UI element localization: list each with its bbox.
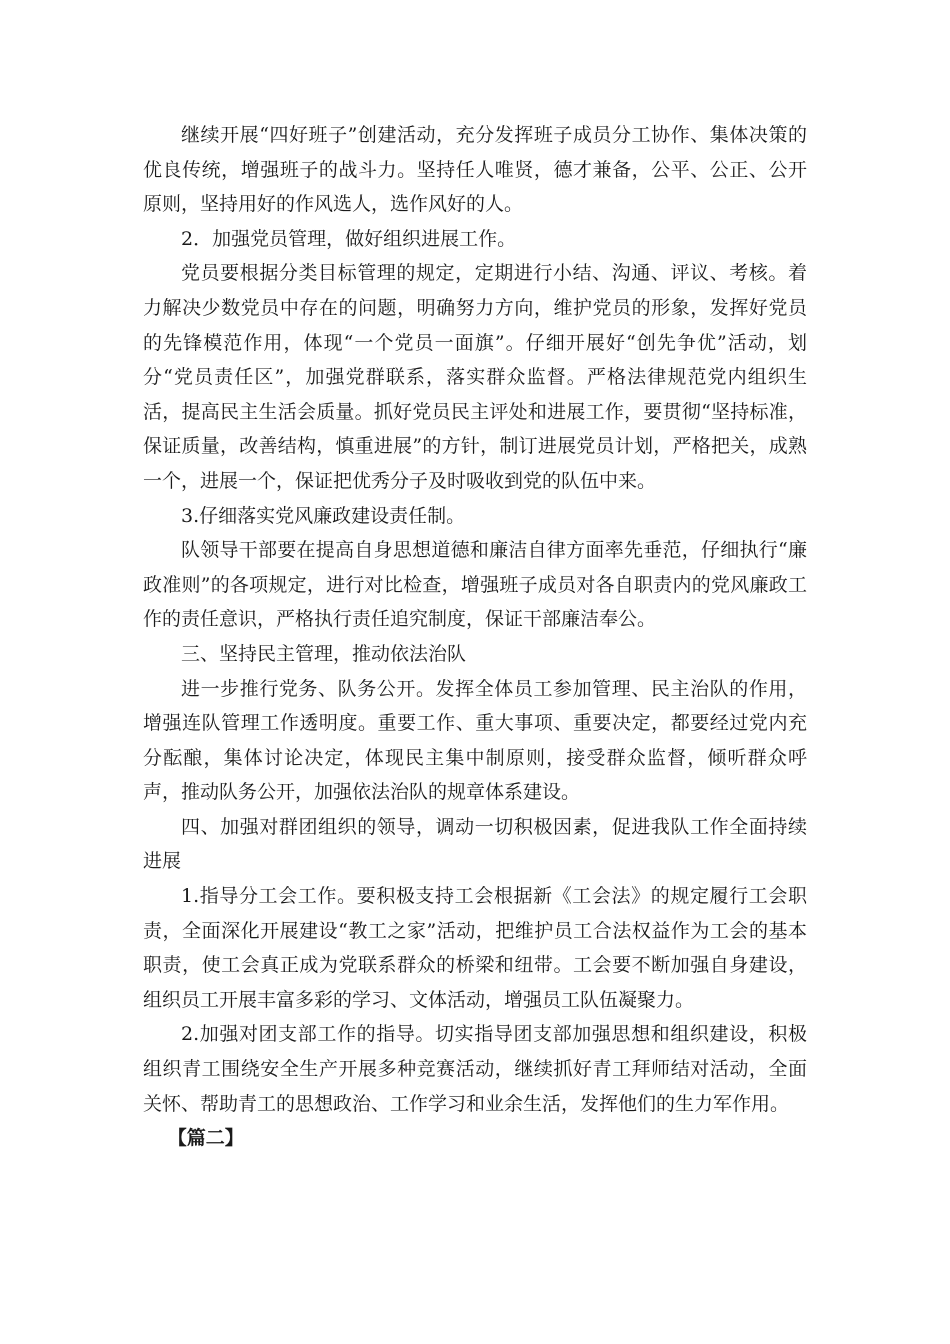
heading-integrity-responsibility: 3.仔细落实党风廉政建设责任制。 [181,504,466,527]
heading-party-member-management: 2．加强党员管理，做好组织进展工作。 [181,227,517,250]
paragraph-integrity-responsibility: 队领导干部要在提高自身思想道德和廉洁自律方面率先垂范，仔细执行“廉政准则”的各项规定，进行对比检查，增强班子成员对各自职责内的党风廉政工作的责任意识，严格执行责任追究制度，保证干部廉洁奉公。 [143,539,807,631]
paragraph-four-good-teams: 继续开展“四好班子”创建活动，充分发挥班子成员分工协作、集体决策的优良传统，增强班子的战斗力。坚持任人唯贤，德才兼备，公平、公正、公开原则，坚持用好的作风选人，选作风好的人。 [143,124,807,216]
paragraph-trade-union: 1.指导分工会工作。要积极支持工会根据新《工会法》的规定履行工会职责，全面深化开展建设“教工之家”活动，把维护员工合法权益作为工会的基本职责，使工会真正成为党联系群众的桥梁和纽带。工会要不断加强自身建设，组织员工开展丰富多彩的学习、文体活动，增强员工队伍凝聚力。 [143,885,807,1011]
section-marker-part-two: 【篇二】 [167,1127,244,1150]
paragraph-democratic-management: 进一步推行党务、队务公开。发挥全体员工参加管理、民主治队的作用，增强连队管理工作透明度。重要工作、重大事项、重要决定，都要经过党内充分酝酿，集体讨论决定，体现民主集中制原则，接受群众监督，倾听群众呼声，推动队务公开，加强依法治队的规章体系建设。 [143,677,807,804]
paragraph-party-member-management: 党员要根据分类目标管理的规定，定期进行小结、沟通、评议、考核。着力解决少数党员中存在的问题，明确努力方向，维护党员的形象，发挥好党员的先锋模范作用，体现“一个党员一面旗”。仔细开展好“创先争优”活动，划分“党员责任区”，加强党群联系，落实群众监督。严格法律规范党内组织生活，提高民主生活会质量。抓好党员民主评处和进展工作，要贯彻“坚持标准，保证质量，改善结构，慎重进展”的方针，制订进展党员计划，严格把关，成熟一个，进展一个，保证把优秀分子及时吸收到党的队伍中来。 [143,262,807,492]
paragraph-youth-league: 2.加强对团支部工作的指导。切实指导团支部加强思想和组织建设，积极组织青工围绕安全生产开展多种竞赛活动，继续抓好青工拜师结对活动，全面关怀、帮助青工的思想政治、工作学习和业余生活，发挥他们的生力军作用。 [143,1023,807,1115]
heading-mass-organizations: 四、加强对群团组织的领导，调动一切积极因素，促进我队工作全面持续进展 [143,815,807,873]
heading-democratic-management: 三、坚持民主管理，推动依法治队 [181,642,467,665]
document-body [143,118,807,1156]
